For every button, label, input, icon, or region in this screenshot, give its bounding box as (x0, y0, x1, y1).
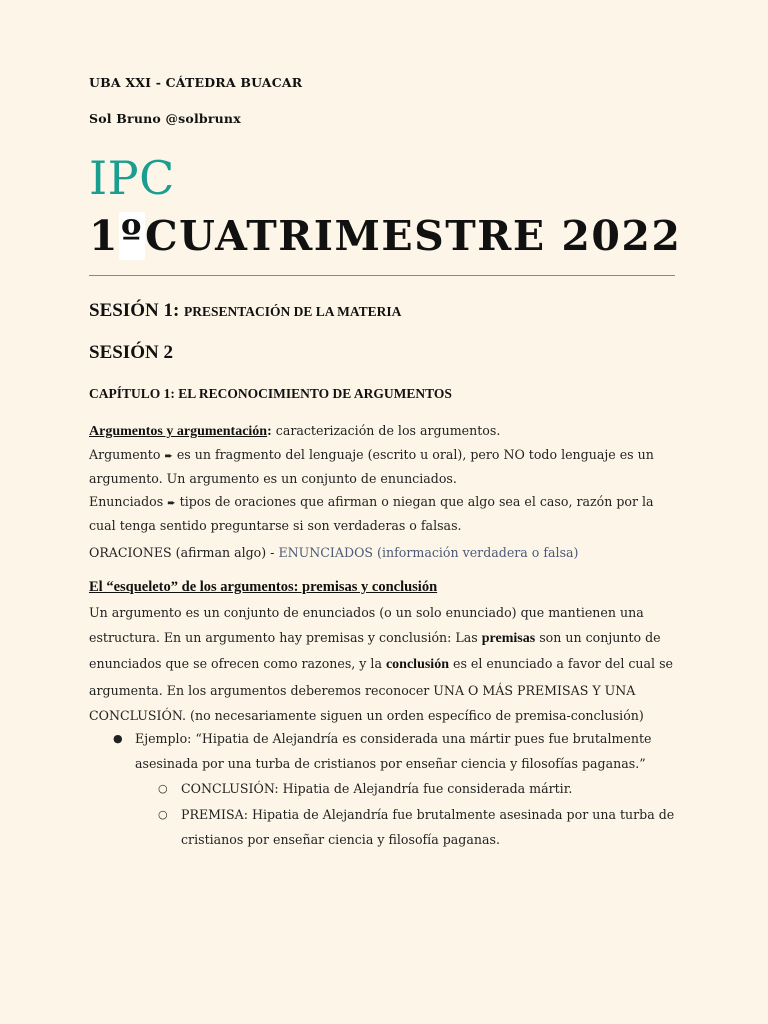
esqueleto-text-b: son un conjunto de enunciados que se ofrecen como razones, y la (89, 630, 661, 672)
conclusion-text: CONCLUSIÓN: Hipatia de Alejandría fue considerada mártir. (181, 781, 573, 796)
list-item-conclusion (158, 776, 678, 801)
conclusion-term: conclusión (385, 657, 449, 673)
argumentos-heading: Argumentos y argumentación (89, 424, 268, 439)
argumento-term: Argumento (89, 446, 165, 462)
session-1-subtitle: PRESENTACIÓN DE LA MATERIA (184, 304, 402, 319)
premisa-text: PREMISA: Hipatia de Alejandría fue brutalmente asesinada por una turba de cristianos por enseñar ciencia y filosofía paganas. (181, 807, 675, 848)
chapter-heading: CAPÍTULO 1: EL RECONOCIMIENTO DE ARGUMENTOS (89, 386, 452, 401)
esqueleto-heading: El “esqueleto” de los argumentos: premisas y conclusión (89, 579, 438, 595)
list-item-ejemplo (113, 726, 653, 776)
title-divider (89, 275, 675, 276)
session-1-heading (89, 300, 401, 322)
ejemplo-text: Ejemplo: “Hipatia de Alejandría es considerada una mártir pues fue brutalmente asesinada por una turba de cristianos por enseñar ciencia y filosofías paganas.” (135, 731, 652, 772)
term-number: 1 (89, 212, 120, 260)
esqueleto-text-c: es el enunciado a favor del cual se argumenta. En los argumentos deberemos reconocer UNA O MÁS PREMISAS Y UNA CONCLUSIÓN. (no necesariamente siguen un orden específico de premisa-conclusión) (89, 656, 673, 723)
esqueleto-text-a: Un argumento es un conjunto de enunciados (o un solo enunciado) que mantienen una estructura. En un argumento hay premisas y conclusión: Las (89, 605, 644, 646)
enunciados-text: ENUNCIADOS (información verdadera o falsa) (278, 545, 579, 560)
enunciados-term: Enunciados (89, 493, 168, 509)
arrow-icon: ➨ (164, 450, 173, 462)
esqueleto-paragraph (89, 600, 679, 728)
author-line: Sol Bruno @solbrunx (89, 111, 241, 126)
argumento-definition: es un fragmento del lenguaje (escrito u oral), pero NO todo lenguaje es un argumento. Un argumento es un conjunto de enunciados. (89, 446, 654, 486)
argumentos-intro: caracterización de los argumentos. (271, 423, 501, 438)
session-1-label: SESIÓN 1: (89, 300, 185, 321)
circle-bullet-icon: ○ (158, 808, 168, 821)
course-header: UBA XXI - CÁTEDRA BUACAR (89, 75, 303, 90)
argumentos-colon: : (267, 424, 272, 439)
term-ordinal: º (121, 212, 144, 260)
bullet-icon: ● (113, 732, 123, 745)
oraciones-line (89, 545, 578, 560)
circle-bullet-icon: ○ (158, 782, 168, 795)
session-2-heading: SESIÓN 2 (89, 342, 173, 363)
term-name: CUATRIMESTRE 2022 (145, 212, 682, 260)
premisas-term: premisas (481, 631, 536, 647)
argumentos-paragraph (89, 420, 679, 538)
list-item-premisa (158, 802, 678, 852)
enunciados-definition: tipos de oraciones que afirman o niegan que algo sea el caso, razón por la cual tenga sentido preguntarse si son verdaderas o falsas. (89, 493, 654, 533)
term-title (89, 205, 681, 267)
subject-title: IPC (89, 151, 175, 205)
arrow-icon: ➨ (167, 497, 176, 509)
oraciones-text: ORACIONES (afirman algo) - (89, 545, 279, 560)
